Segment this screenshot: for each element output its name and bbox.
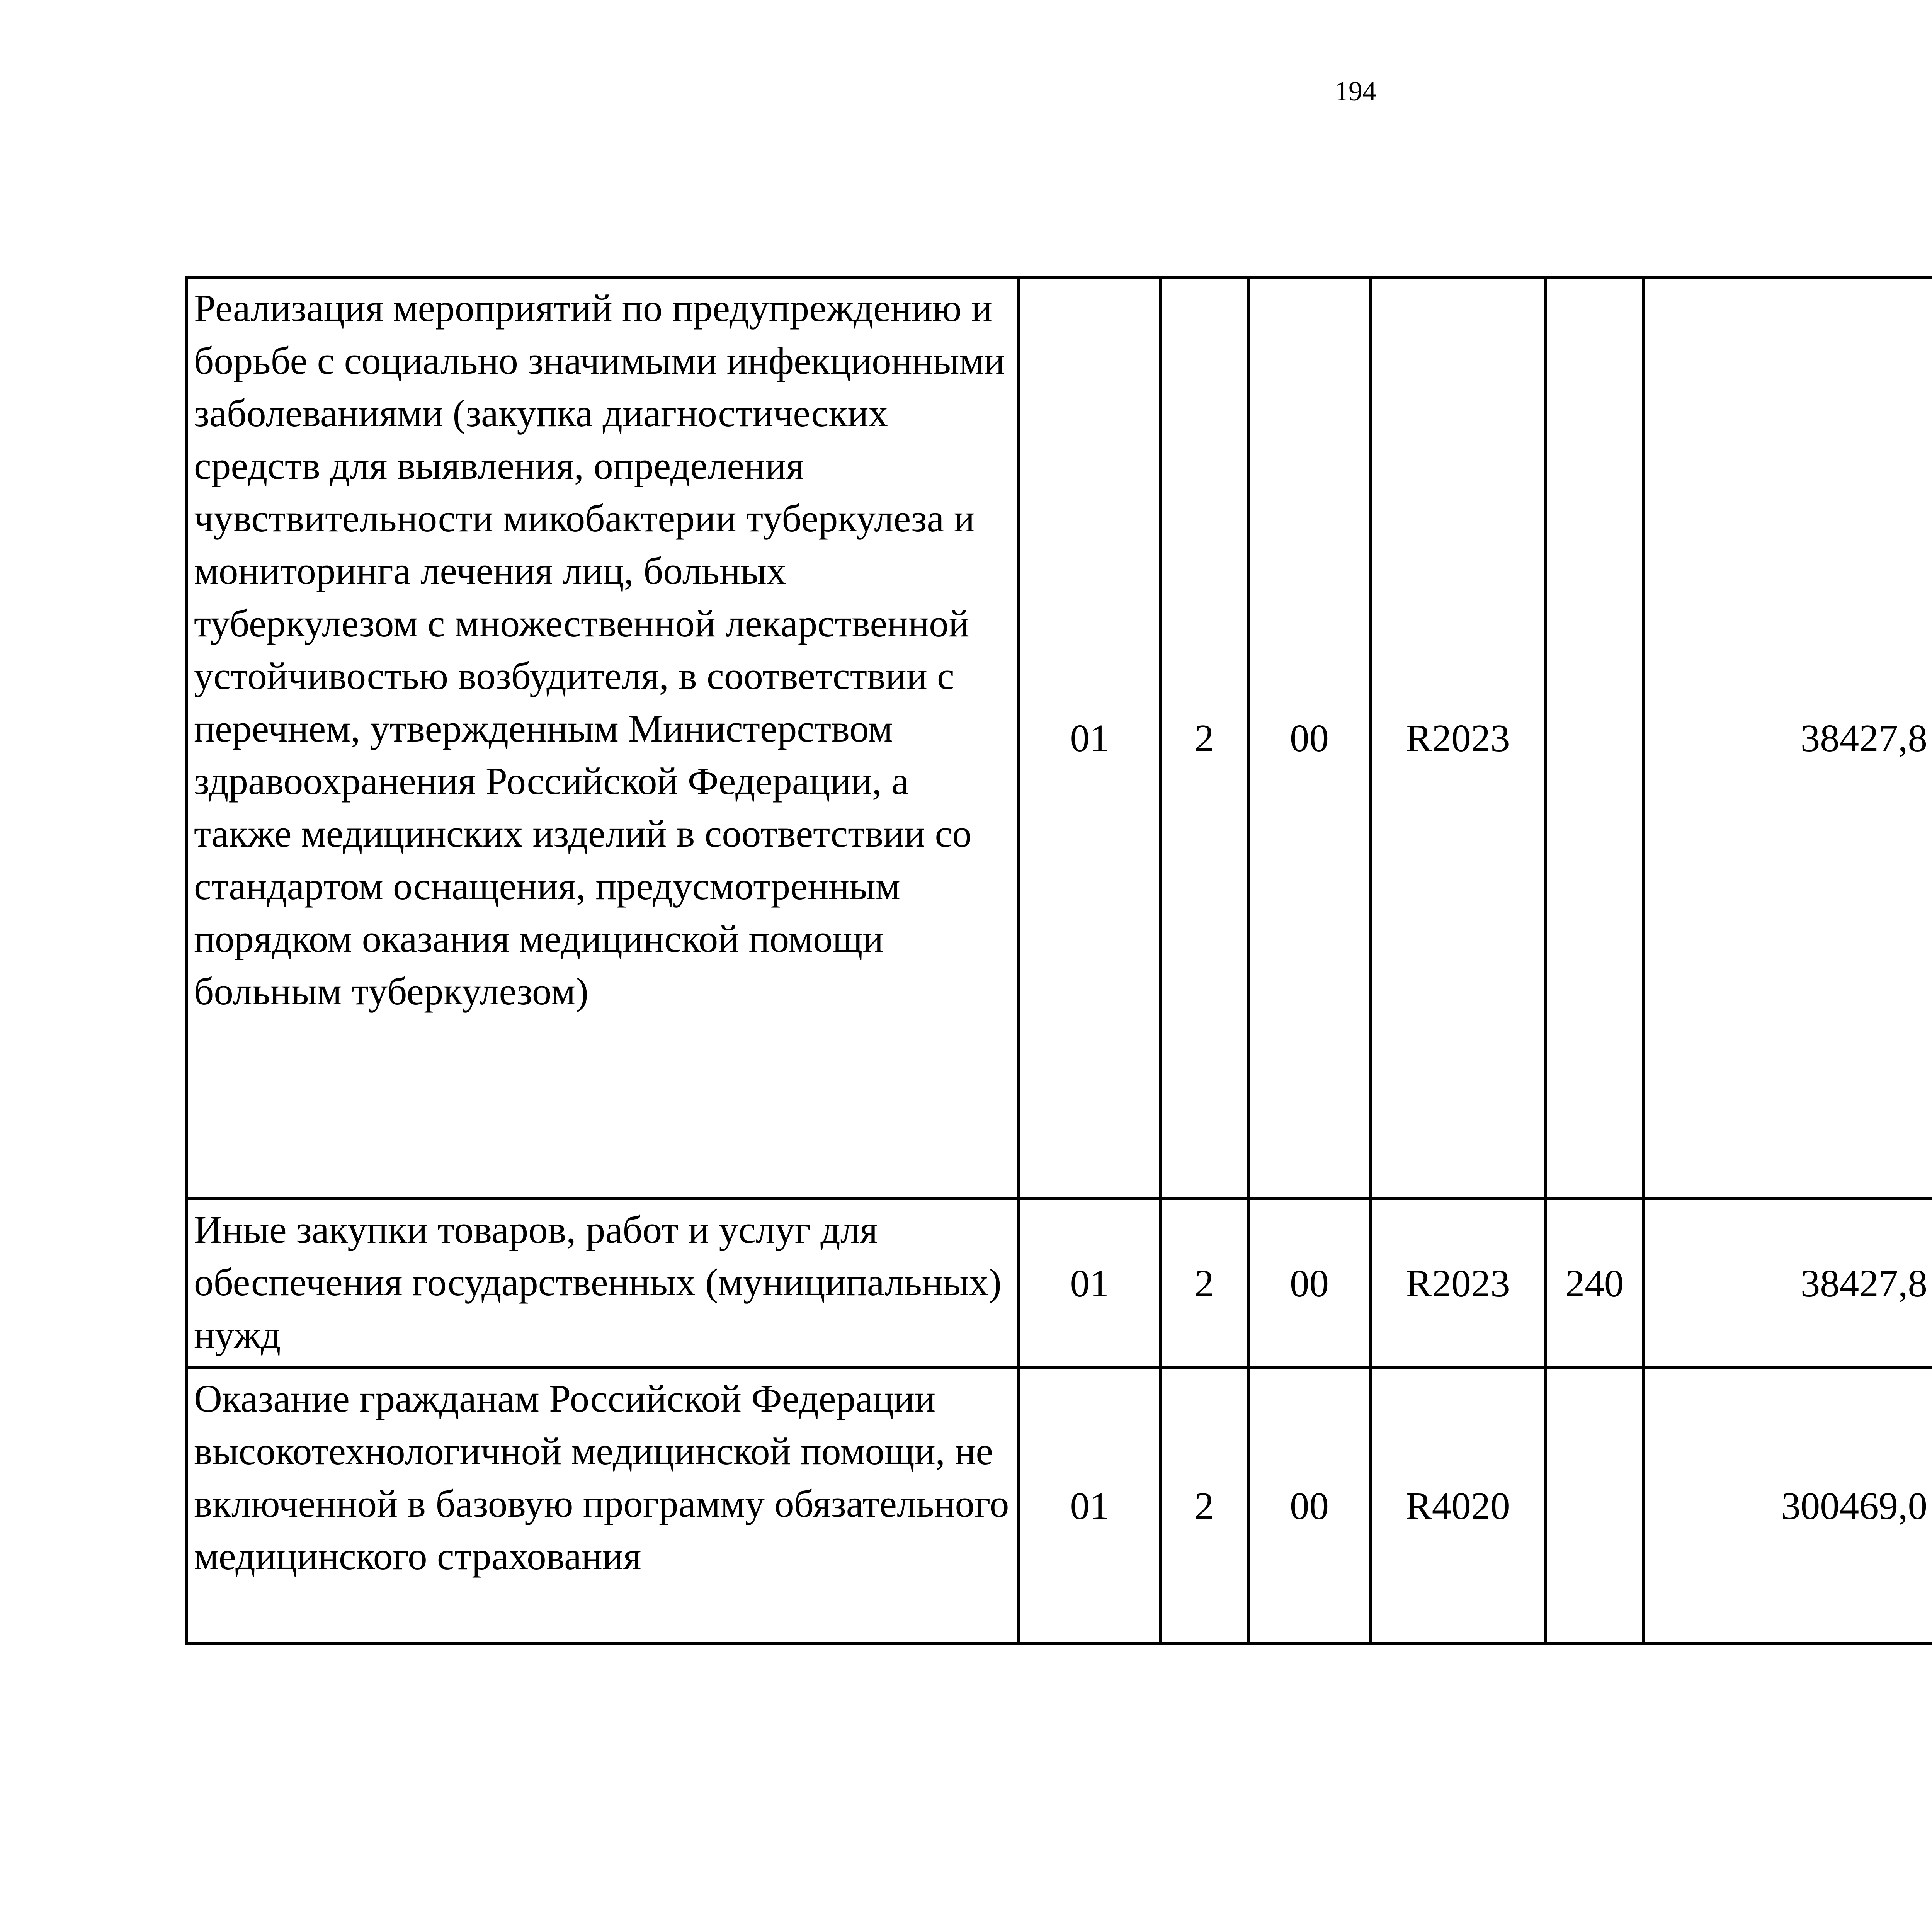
amount-year-1: 300469,0 [1644, 1368, 1932, 1644]
table-row [186, 1368, 1932, 1644]
amount-year-1: 38427,8 [1644, 1199, 1932, 1368]
program-code: 01 [1019, 277, 1160, 1199]
subprogram-code: 2 [1160, 1199, 1248, 1368]
main-activity-code: 00 [1248, 277, 1371, 1199]
program-code: 01 [1019, 1368, 1160, 1644]
expense-type-code: 240 [1545, 1199, 1644, 1368]
page-number: 194 [1335, 76, 1376, 107]
subprogram-code: 2 [1160, 277, 1248, 1199]
amount-year-1: 38427,8 [1644, 277, 1932, 1199]
direction-code: R2023 [1371, 1199, 1545, 1368]
program-code: 01 [1019, 1199, 1160, 1368]
table-row [186, 277, 1932, 1199]
budget-table [185, 276, 1932, 1645]
main-activity-code: 00 [1248, 1368, 1371, 1644]
subprogram-code: 2 [1160, 1368, 1248, 1644]
row-description: Иные закупки товаров, работ и услуг для обеспечения государственных (муниципальных) нужд [186, 1199, 1019, 1368]
main-activity-code: 00 [1248, 1199, 1371, 1368]
table-row [186, 1199, 1932, 1368]
row-description: Оказание гражданам Российской Федерации высокотехнологичной медицинской помощи, не включенной в базовую программу обязательного медицинского страхования [186, 1368, 1019, 1644]
expense-type-code [1545, 1368, 1644, 1644]
expense-type-code [1545, 277, 1644, 1199]
row-description: Реализация мероприятий по предупреждению и борьбе с социально значимыми инфекционными заболеваниями (закупка диагностических средств для выявления, определения чувствительности микобактерии туберкулеза и мониторинга лечения лиц, больных туберкулезом с множественной лекарственной устойчивостью возбудителя, в соответствии с перечнем, утвержденным Министерством здравоохранения Российской Федерации, а также медицинских изделий в соответствии со стандартом оснащения, предусмотренным порядком оказания медицинской помощи больным туберкулезом) [186, 277, 1019, 1199]
direction-code: R4020 [1371, 1368, 1545, 1644]
direction-code: R2023 [1371, 277, 1545, 1199]
